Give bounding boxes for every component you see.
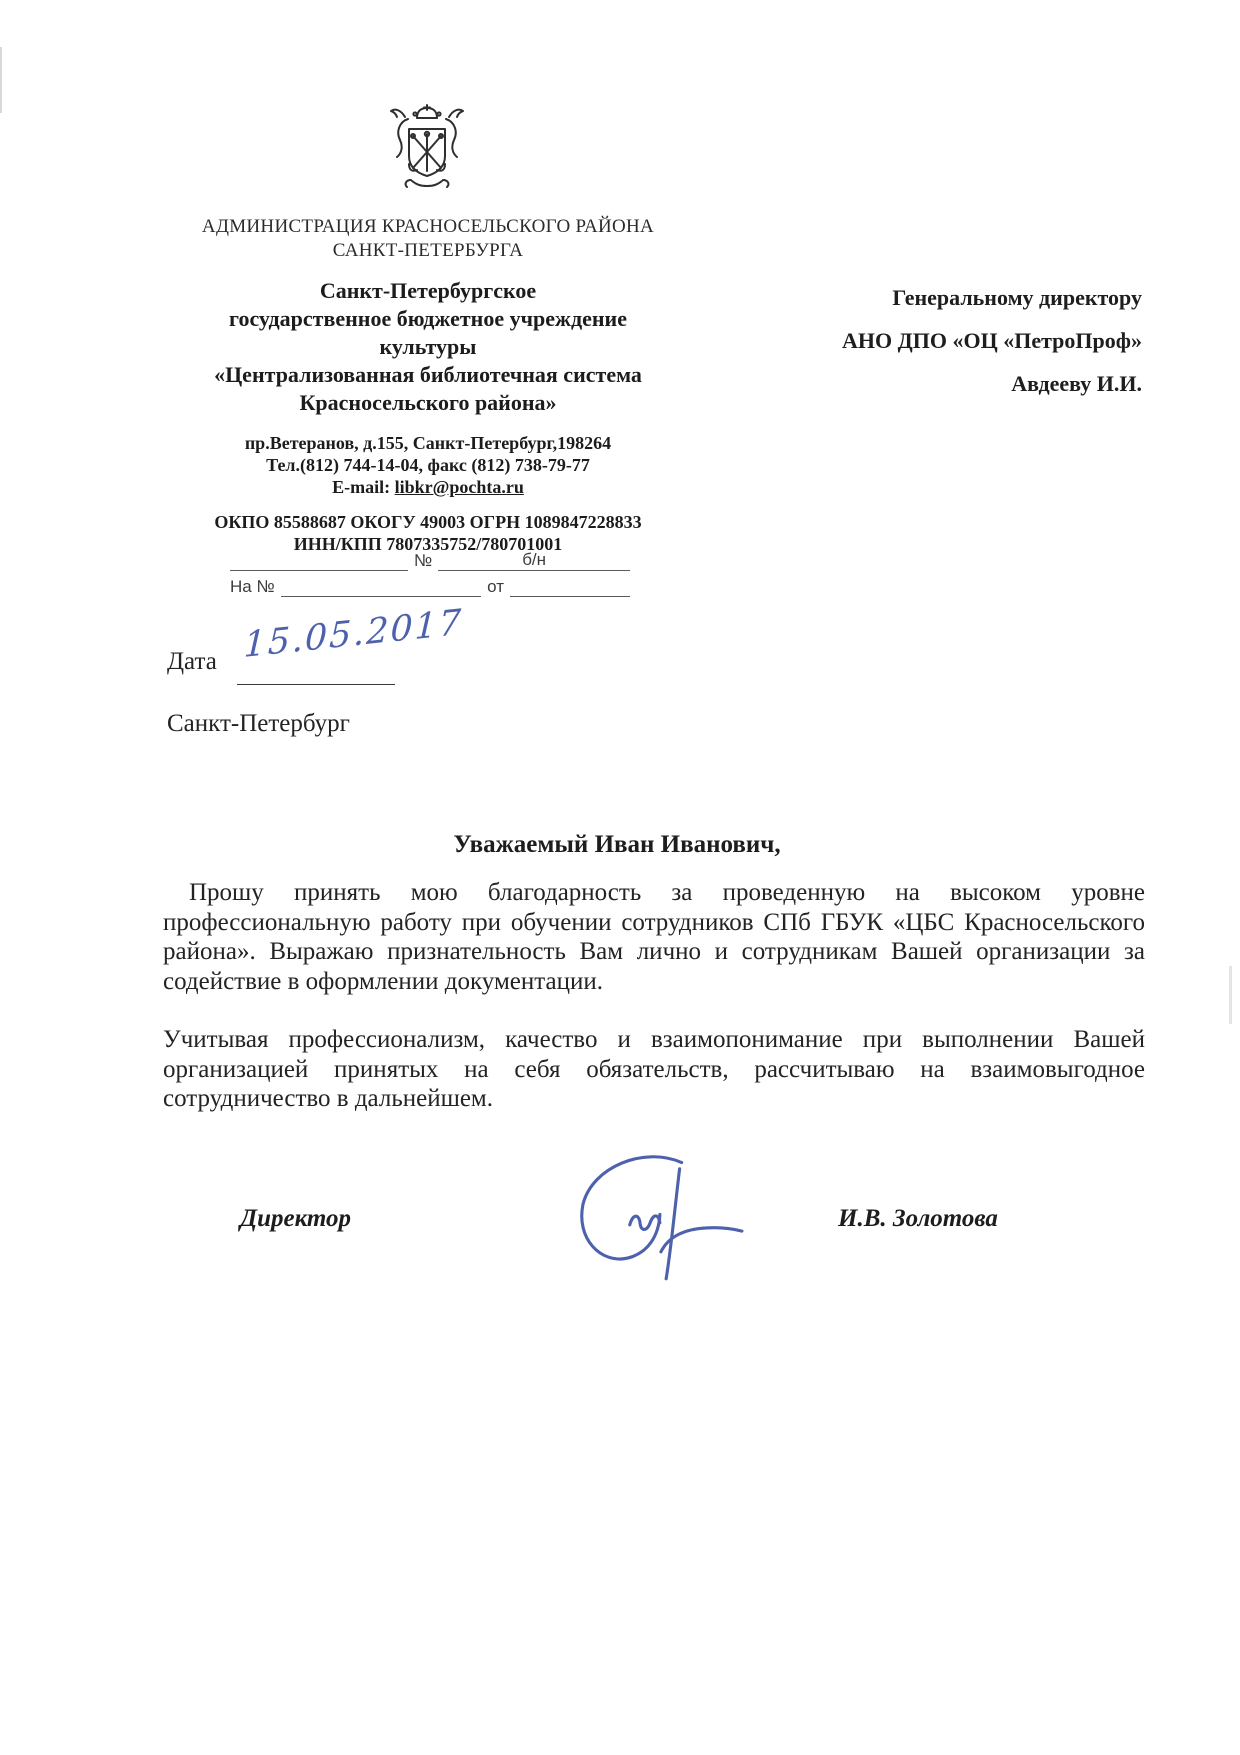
blank-line: [281, 576, 481, 597]
admin-line-1: АДМИНИСТРАЦИЯ КРАСНОСЕЛЬСКОГО РАЙОНА: [201, 216, 655, 237]
reference-block: [230, 549, 630, 601]
incoming-number-row: [230, 575, 630, 597]
addressee-person: Авдееву И.И.: [1011, 371, 1142, 396]
org-name-line: государственное бюджетное учреждение: [229, 306, 627, 331]
outgoing-number-value: б/н: [438, 550, 630, 571]
paragraph: Учитывая профессионализм, качество и взаимопонимание при выполнении Вашей организацией принятых на себя обязательств, рассчитываю на взаимовыгодное сотрудничество в дальнейшем.: [163, 1026, 1145, 1112]
admin-line-2: САНКТ-ПЕТЕРБУРГА: [332, 240, 524, 261]
saint-petersburg-coat-of-arms-icon: [377, 103, 477, 195]
org-name-line: Санкт-Петербургское: [319, 278, 537, 303]
date-label: Дата: [167, 648, 217, 675]
signer-position: Директор: [240, 1205, 352, 1232]
org-name-line: культуры: [379, 334, 477, 359]
addressee-block: [740, 276, 1142, 405]
phone-fax: Тел.(812) 744-14-04, факс (812) 738-79-77: [266, 455, 590, 475]
scan-artifact: [0, 47, 2, 113]
org-name-line: «Централизованная библиотечная система: [214, 362, 642, 387]
codes-line-1: ОКПО 85588687 ОКОГУ 49003 ОГРН 1089847228833: [214, 512, 642, 532]
city-line: Санкт-Петербург: [167, 710, 350, 737]
handwritten-date: 15.05.2017: [243, 602, 464, 666]
blank-line: [230, 550, 408, 571]
signer-name: И.В. Золотова: [838, 1205, 998, 1232]
from-label: от: [487, 577, 504, 596]
blank-line: [510, 576, 630, 597]
postal-address: пр.Ветеранов, д.155, Санкт-Петербург,198264: [244, 433, 612, 453]
letter-body: [163, 878, 1145, 1114]
email-label: E-mail:: [332, 477, 391, 497]
salutation: Уважаемый Иван Иванович,: [453, 831, 781, 858]
org-name-line: Красносельского района»: [299, 390, 557, 415]
handwritten-signature-icon: [558, 1148, 768, 1283]
codes-line-2: ИНН/КПП 7807335752/780701001: [293, 534, 563, 554]
outgoing-number-row: [230, 549, 630, 571]
date-underline: [237, 684, 395, 685]
on-number-label: На №: [230, 577, 275, 596]
email-line: [158, 476, 698, 498]
addressee-title: Генеральному директору: [892, 285, 1142, 310]
sender-header: [158, 215, 698, 555]
email-value: libkr@pochta.ru: [394, 477, 524, 497]
organization-name: [158, 277, 698, 417]
paragraph: Прошу принять мою благодарность за проведенную на высоком уровне профессиональную работу при обучении сотрудников СПб ГБУК «ЦБС Красносельского района». Выражаю признательность Вам лично и сотрудникам Вашей организации за содействие в оформлении документации.: [163, 879, 1145, 995]
contact-block: [158, 432, 698, 498]
scan-artifact: [1229, 966, 1232, 1024]
number-sign: №: [414, 551, 433, 570]
addressee-organization: АНО ДПО «ОЦ «ПетроПроф»: [842, 328, 1142, 353]
